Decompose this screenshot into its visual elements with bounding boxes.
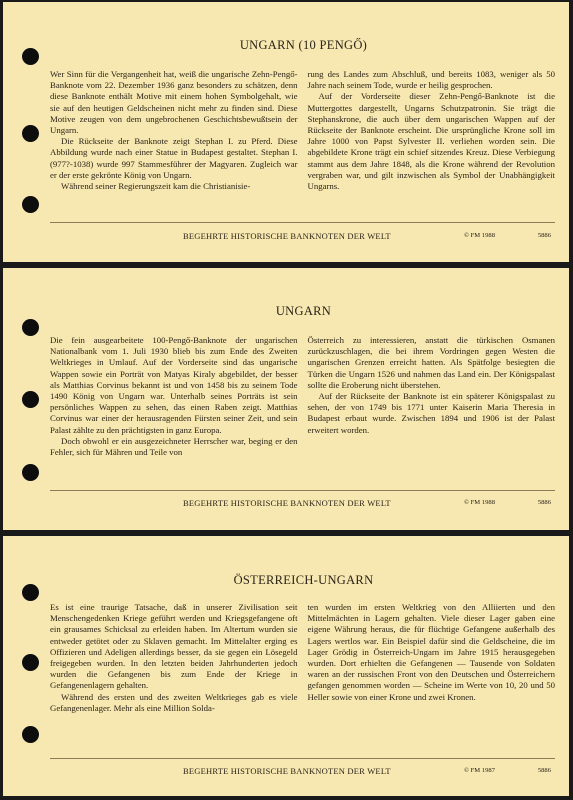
copyright: © FM 1988 [463,499,495,506]
punch-hole [22,125,39,142]
punch-hole [22,48,39,65]
copyright: © FM 1988 [463,232,495,239]
left-column [50,69,298,192]
right-column [308,69,556,192]
card-code: 5886 [537,767,551,774]
punch-hole [22,726,39,743]
series-title: BEGEHRTE HISTORISCHE BANKNOTEN DER WELT [183,498,391,508]
paragraph: rung des Landes zum Abschluß, und bereits 1083, weniger als 50 Jahre nach seinem Tode, wurde er heilig gesprochen. [307,69,555,91]
paragraph: Die Rückseite der Banknote zeigt Stephan I. zu Pferd. Diese Abbildung wurde nach einer Statue in Budapest gestaltet. Stephan I. (977?-1038) wurde 997 Stammesführer der Magyaren. Zugleich war er der erste gekrönte König von Ungarn. [50,136,298,180]
punch-hole [22,391,39,408]
paragraph: Österreich zu interessieren, anstatt die türkischen Osmanen zurückzuschlagen, die bei ihrem Vordringen gegen Westen die ungarischen Grenzen erreicht hatten. Als Spätfolge besiegten die Türken die Ungarn 1526 und nahmen das Land ein. Der Königspalast sollte die Eroberung nicht überstehen. [307,335,555,390]
paragraph: Während des ersten und des zweiten Weltkrieges gab es viele Gefangenenlager. Mehr als eine Million Solda- [50,691,298,713]
right-column [308,335,556,458]
punch-hole [22,196,39,213]
punch-hole [22,319,39,336]
series-title: BEGEHRTE HISTORISCHE BANKNOTEN DER WELT [183,231,391,241]
banknote-card [3,2,569,262]
banknote-card [3,536,569,796]
paragraph: Wer Sinn für die Vergangenheit hat, weiß die ungarische Zehn-Pengő-Banknote vom 22. Dezember 1936 ganz besonders zu schätzen, denn diese Banknote enthält Motive mit einem hohen Symbolgehalt, wie sie auf den heutigen Geldscheinen nicht mehr zu finden sind. Diese Motive zeugen von dem ungebrochenen Geschichtsbewußtsein der Ungarn. [50,69,298,136]
card-code: 5886 [537,232,551,239]
punch-hole [22,584,39,601]
divider [50,490,555,491]
card-title: UNGARN [275,304,332,318]
paragraph: Es ist eine traurige Tatsache, daß in unserer Zivilisation seit Menschengedenken Kriege geführt werden und Kriegsgefangene oft ein grausames Schicksal zu erleiden haben. Im Altertum wurden sie entweder getötet oder zu Sklaven gemacht. Im Mittelalter erging es Offizieren und Adeligen allerdings besser, da sie gegen ein Lösegeld freigegeben wurden. In den letzten beiden Jahrhunderten jedoch wurden die Gefangenen bis zum Ende der Kriege in Gefangenenlagern gehalten. [50,602,298,691]
paragraph: Während seiner Regierungszeit kam die Christianisie- [61,181,251,192]
banknote-card [3,268,569,530]
paragraph: ten wurden im ersten Weltkrieg von den Alliierten und den Mittelmächten in Lagern gehalten. Viele dieser Lager gaben eine eigene Währung heraus, die für flüchtige Gefangene außerhalb des Lagers wertlos war. Ein Beispiel dafür sind die Geldscheine, die im Lager Grödig in Österreich-Ungarn im Jahre 1915 herausgegeben wurden. Dort erhielten die Gefangenen — Tausende von Soldaten waren an der russischen Front von den Deutschen und Österreichern gefangen genommen worden — Scheine im Werte von 10, 20 und 50 Heller sowie von einer Krone und zwei Kronen. [307,602,555,702]
paragraph: Auf der Vorderseite dieser Zehn-Pengő-Banknote ist die Muttergottes dargestellt, Ungarns Schutzpatronin. Sie trägt die Stephanskrone, die auch über dem ungarischen Wappen auf der Rückseite der Banknote erscheint. Die ursprüngliche Krone soll im Jahre 1000 von Papst Sylvester II. verliehen worden sein. Die abgebildete Krone trägt ein schief sitzendes Kreuz. Diese Verbiegung stammt aus dem Jahre 1848, als die Krone während der Revolution vergraben war, und gilt inzwischen als Symbol der Unabhängigkeit Ungarns. [307,91,555,192]
punch-hole [22,464,39,481]
card-title: UNGARN (10 PENGŐ) [239,38,368,52]
punch-hole [22,654,39,671]
card-code: 5886 [537,499,551,506]
paragraph: Auf der Rückseite der Banknote ist ein späterer Königspalast zu sehen, der von 1749 bis 1771 unter Kaiserin Maria Theresia in Budapest erbaut wurde. Zwischen 1894 und 1906 ist der Palast erweitert worden. [307,391,555,435]
series-title: BEGEHRTE HISTORISCHE BANKNOTEN DER WELT [183,766,391,776]
card-title: ÖSTERREICH-UNGARN [233,573,374,587]
left-column [50,335,298,458]
copyright: © FM 1987 [463,767,495,774]
paragraph: Doch obwohl er ein ausgezeichneter Herrscher war, beging er den Fehler, sich für Mähren und Teile von [50,435,298,458]
divider [50,758,555,759]
right-column [308,602,556,714]
divider [50,222,555,223]
left-column [50,602,298,714]
paragraph: Die fein ausgearbeitete 100-Pengő-Banknote der ungarischen Nationalbank vom 1. Juli 1930 blieb bis zum Ende des Zweiten Weltkrieges in Umlauf. Auf der Vorderseite sind das ungarische Wappen sowie ein Porträt von Matyas Kiraly abgebildet, der besser als Matthias Corvinus bekannt ist und von 1458 bis zu seinem Tode 1490 König von Ungarn war. Unterhalb seines Porträts ist sein persönliches Wappen zu sehen, das einen Raben zeigt. Matthias Corvinus war einer der herausragenden Fürsten seiner Zeit, und sein Palast zählte zu den prächtigsten in ganz Europa. [50,335,298,435]
